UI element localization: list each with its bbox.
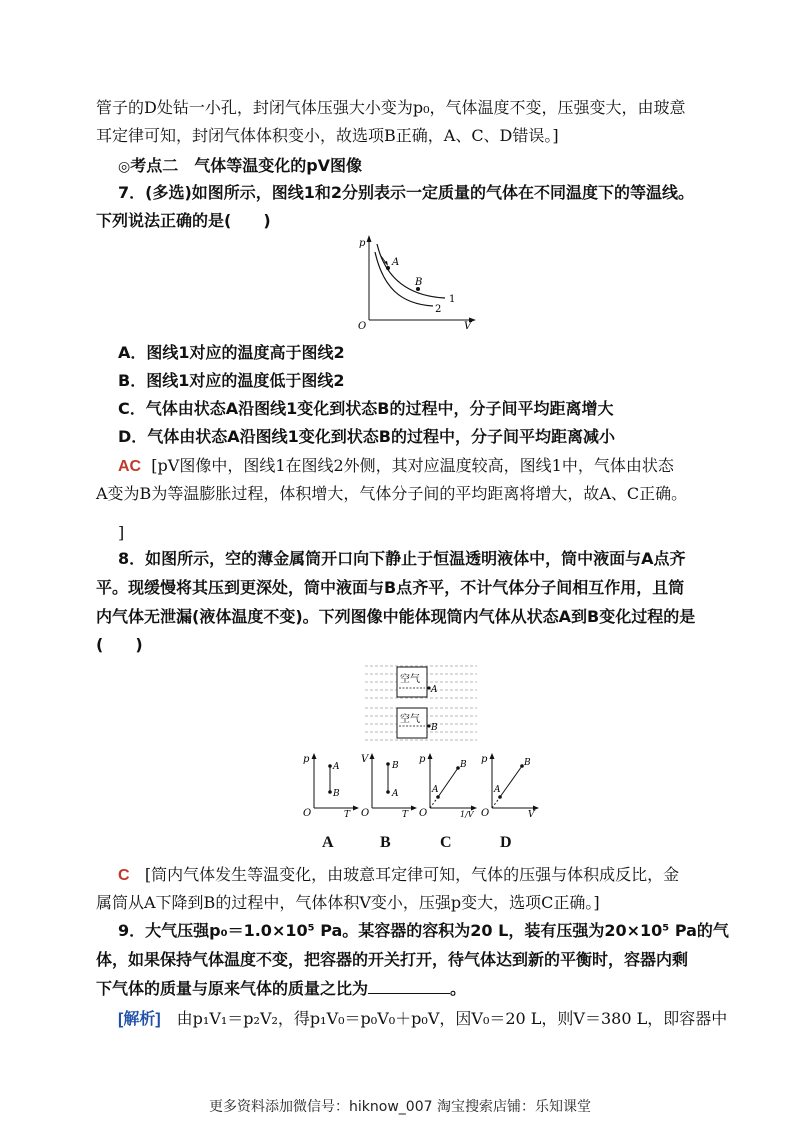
svg-text:B: B: [524, 758, 531, 768]
q8-stem-line-1: 8．如图所示，空的薄金属筒开口向下静止于恒温透明液体中，筒中液面与A点齐: [118, 549, 686, 568]
q9-stem-3-end: 。: [450, 979, 467, 998]
q9-answer-blank: [368, 979, 450, 994]
q8-option-label-a: A: [322, 834, 334, 851]
q8-fig-point-b: B: [431, 723, 438, 733]
svg-text:V: V: [528, 810, 535, 818]
q8-stem-line-3: 内气体无泄漏(液体温度不变)。下列图像中能体现筒内气体从状态A到B变化过程的是: [96, 607, 696, 626]
section-title: 考点二 气体等温变化的pV图像: [130, 156, 363, 175]
q8-option-label-d: D: [500, 834, 512, 851]
page-footer: 更多资料添加微信号：hiknow_007 淘宝搜索店铺：乐知课堂: [209, 1099, 591, 1115]
svg-text:O: O: [303, 808, 312, 818]
svg-text:A: A: [432, 785, 439, 795]
q9-stem-line-1: 9．大气压强p₀＝1.0×10⁵ Pa。某容器的容积为20 L，装有压强为20×10⁵ Pa的气: [118, 921, 729, 940]
q8-cylinder-figure: [365, 660, 477, 746]
svg-text:p: p: [481, 754, 488, 765]
q7-label-curve2: 2: [435, 304, 442, 315]
point-a: [386, 266, 390, 270]
q8-fig-air-2: 空气: [400, 714, 420, 725]
q9-analysis-tag: [解析]: [118, 1011, 161, 1028]
section-marker: ◎: [118, 159, 131, 175]
svg-text:O: O: [419, 808, 428, 819]
prev-answer-line-2: 耳定律可知，封闭气体体积变小，故选项B正确，A、C、D错误。]: [96, 126, 559, 145]
svg-text:B: B: [333, 789, 340, 799]
q7-explain-line-3: ]: [118, 523, 125, 542]
q7-option-a: A．图线1对应的温度高于图线2: [118, 343, 345, 362]
q7-explain-text-1: [pV图像中，图线1在图线2外侧，其对应温度较高，图线1中，气体由状态: [151, 456, 674, 475]
q8-stem-line-2: 平。现缓慢将其压到更深处，筒中液面与B点齐平，不计气体分子间相互作用，且筒: [96, 578, 685, 597]
q8-explain-line-1: [118, 864, 679, 887]
q8-option-label-c: C: [440, 834, 452, 851]
svg-text:p: p: [303, 754, 310, 765]
q9-stem-line-2: 体，如果保持气体温度不变，把容器的开关打开，待气体达到新的平衡时，容器内剩: [96, 950, 689, 969]
q8-fig-air-1: 空气: [400, 674, 420, 685]
q7-option-d: D．气体由状态A沿图线1变化到状态B的过程中，分子间平均距离减小: [118, 427, 615, 446]
section-heading: [118, 155, 362, 178]
q8-graph-a: [300, 750, 360, 818]
q7-axis-x: V: [464, 321, 472, 332]
q7-pv-graph: [355, 232, 485, 332]
svg-text:T: T: [344, 810, 351, 818]
svg-text:T: T: [402, 810, 409, 818]
svg-text:B: B: [460, 760, 467, 770]
svg-text:B: B: [392, 761, 399, 771]
q7-origin: O: [358, 321, 367, 332]
svg-text:V: V: [361, 754, 369, 765]
q8-explain-line-2: 属筒从A下降到B的过程中，气体体积V变小，压强p变大，选项C正确。]: [96, 893, 600, 912]
svg-text:p: p: [419, 754, 426, 765]
q8-graph-b: [358, 750, 418, 818]
q8-option-label-b: B: [380, 834, 391, 851]
q8-fig-point-a: A: [431, 685, 438, 695]
q7-explain-line-2: A变为B为等温膨胀过程，体积增大，气体分子间的平均距离将增大，故A、C正确。: [96, 484, 688, 503]
svg-text:A: A: [333, 762, 340, 772]
q8-answer: C: [118, 867, 130, 884]
q9-explain-text: 由p₁V₁＝p₂V₂，得p₁V₀＝p₀V₀＋p₀V，因V₀＝20 L，则V＝380 L，即容器中: [160, 1009, 728, 1028]
q8-stem-line-4: ( ): [96, 635, 143, 654]
q7-stem-line-1: 7．(多选)如图所示，图线1和2分别表示一定质量的气体在不同温度下的等温线。: [118, 183, 695, 202]
q7-axis-y: p: [359, 238, 366, 249]
svg-text:1/V: 1/V: [460, 810, 474, 819]
curve-1: [377, 244, 445, 298]
q7-option-c: C．气体由状态A沿图线1变化到状态B的过程中，分子间平均距离增大: [118, 399, 614, 418]
q9-stem-line-3: [96, 978, 466, 1000]
q8-graph-c: [416, 750, 480, 828]
q7-option-b: B．图线1对应的温度低于图线2: [118, 371, 345, 390]
q7-label-a: A: [392, 257, 400, 268]
q7-explain-line-1: [118, 455, 674, 478]
q8-graph-d: [478, 750, 542, 818]
prev-answer-line-1: 管子的D处钻一小孔，封闭气体压强大小变为p₀，气体温度不变，压强变大，由玻意: [96, 98, 686, 117]
q9-explain-line: [118, 1008, 727, 1031]
q7-stem-line-2: 下列说法正确的是( ): [96, 211, 271, 230]
svg-text:A: A: [494, 785, 501, 795]
q8-explain-text-1: [筒内气体发生等温变化，由玻意耳定律可知，气体的压强与体积成反比，金: [144, 865, 680, 884]
q9-stem-3-text: 下气体的质量与原来气体的质量之比为: [96, 979, 369, 998]
q7-label-curve1: 1: [449, 294, 456, 305]
q7-label-b: B: [415, 277, 423, 288]
q7-answer: AC: [118, 458, 142, 475]
svg-text:O: O: [361, 808, 370, 818]
svg-text:A: A: [392, 789, 399, 799]
svg-text:O: O: [481, 808, 490, 818]
